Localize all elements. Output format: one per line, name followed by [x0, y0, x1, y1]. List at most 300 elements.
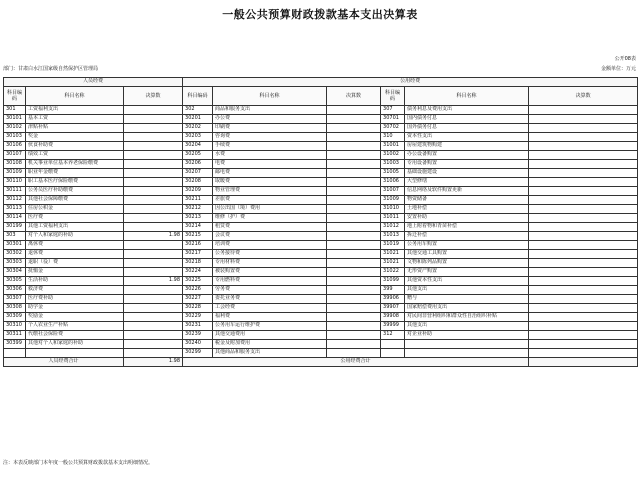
code-cell: 302: [183, 106, 213, 115]
amount-cell: [124, 196, 183, 205]
code-cell: 31021: [381, 250, 405, 259]
name-cell: 医疗费: [26, 214, 124, 223]
code-cell: 30224: [183, 268, 213, 277]
name-cell: 咨询费: [213, 133, 327, 142]
table-row: [4, 178, 638, 187]
amount-cell: [124, 250, 183, 259]
code-cell: 30309: [4, 313, 26, 322]
table-row: [4, 124, 638, 133]
name-cell: 对民间非营利组织和群众性自治组织补贴: [405, 313, 529, 322]
code-cell: 30111: [4, 187, 26, 196]
amount-cell: [124, 115, 183, 124]
footnote: 注：本表反映部门本年度一般公共预算财政拨款基本支出明细情况。: [3, 460, 154, 466]
amount-cell: [529, 232, 638, 241]
name-cell: 机关事业单位基本养老保险缴费: [26, 160, 124, 169]
code-cell: 30199: [4, 223, 26, 232]
code-cell: 30101: [4, 115, 26, 124]
header-amount: 决算数: [124, 87, 183, 106]
name-cell: 手续费: [213, 142, 327, 151]
code-cell: 39906: [381, 295, 405, 304]
amount-cell: [327, 313, 381, 322]
amount-cell: [327, 349, 381, 358]
amount-cell: [124, 124, 183, 133]
code-cell: 30207: [183, 169, 213, 178]
amount-cell: [124, 178, 183, 187]
name-cell: 土地补偿: [405, 205, 529, 214]
code-cell: 30112: [4, 196, 26, 205]
name-cell: 其他交通工具购置: [405, 250, 529, 259]
amount-cell: [124, 322, 183, 331]
name-cell: 培训费: [213, 241, 327, 250]
amount-cell: [327, 268, 381, 277]
amount-cell: [124, 313, 183, 322]
amount-cell: [124, 142, 183, 151]
amount-cell: [327, 205, 381, 214]
code-cell: 31021: [381, 259, 405, 268]
name-cell: 税金及附加费用: [213, 340, 327, 349]
amount-cell: [124, 187, 183, 196]
amount-cell: [327, 124, 381, 133]
code-cell: 30701: [381, 115, 405, 124]
amount-cell: [327, 304, 381, 313]
name-cell: 取暖费: [213, 178, 327, 187]
code-cell: 39908: [381, 313, 405, 322]
table-row: [4, 214, 638, 223]
public-total-value: [529, 358, 638, 367]
amount-cell: 1.98: [124, 277, 183, 286]
name-cell: 会议费: [213, 232, 327, 241]
personnel-total-label: 人员经费合计: [4, 358, 124, 367]
name-cell: 救济费: [26, 286, 124, 295]
name-cell: 其他社会保障缴费: [26, 196, 124, 205]
name-cell: 邮电费: [213, 169, 327, 178]
code-cell: 301: [4, 106, 26, 115]
amount-cell: [327, 133, 381, 142]
code-cell: 31003: [381, 160, 405, 169]
code-cell: 30228: [183, 304, 213, 313]
name-cell: 劳务费: [213, 286, 327, 295]
code-cell: 30308: [4, 304, 26, 313]
code-cell: 31013: [381, 232, 405, 241]
code-cell: 30306: [4, 286, 26, 295]
name-cell: 因公出国（境）费用: [213, 205, 327, 214]
code-cell: 30214: [183, 223, 213, 232]
table-row: [4, 304, 638, 313]
table-row: [4, 286, 638, 295]
amount-cell: [529, 259, 638, 268]
table-row: [4, 196, 638, 205]
table-row: [4, 277, 638, 286]
table-row: [4, 223, 638, 232]
code-cell: 30239: [183, 331, 213, 340]
expenditure-table: [3, 77, 638, 367]
public-total-label: 公用经费合计: [183, 358, 529, 367]
code-cell: 31005: [381, 169, 405, 178]
code-cell: 303: [4, 232, 26, 241]
name-cell: 伙食补助费: [26, 142, 124, 151]
amount-cell: [124, 214, 183, 223]
amount-cell: [124, 151, 183, 160]
name-cell: 退职（役）费: [26, 259, 124, 268]
name-cell: 被装购置费: [213, 268, 327, 277]
name-cell: 生活补助: [26, 277, 124, 286]
amount-cell: [529, 196, 638, 205]
code-cell: 30307: [4, 295, 26, 304]
table-row: [4, 142, 638, 151]
amount-cell: [327, 214, 381, 223]
code-cell: 30299: [183, 349, 213, 358]
amount-cell: [529, 268, 638, 277]
name-cell: 个人农业生产补贴: [26, 322, 124, 331]
name-cell: 物资储备: [405, 196, 529, 205]
name-cell: 助学金: [26, 304, 124, 313]
name-cell: 水费: [213, 151, 327, 160]
code-cell: 39999: [381, 322, 405, 331]
amount-cell: [529, 250, 638, 259]
amount-cell: [327, 115, 381, 124]
name-cell: 维修（护）费: [213, 214, 327, 223]
table-row: [4, 250, 638, 259]
table-row: [4, 151, 638, 160]
table-row: [4, 232, 638, 241]
section-header-row: [4, 78, 638, 87]
name-cell: 其他交通费用: [213, 331, 327, 340]
amount-cell: [124, 304, 183, 313]
amount-cell: [124, 106, 183, 115]
code-cell: 30217: [183, 250, 213, 259]
amount-cell: [529, 205, 638, 214]
name-cell: 房屋建筑物购建: [405, 142, 529, 151]
code-cell: 30204: [183, 142, 213, 151]
name-cell: 委托业务费: [213, 295, 327, 304]
table-row: [4, 295, 638, 304]
amount-cell: [529, 304, 638, 313]
column-header-row: [4, 87, 638, 106]
table-row: [4, 133, 638, 142]
code-cell: 30103: [4, 133, 26, 142]
amount-cell: [529, 331, 638, 340]
header-name: 科目名称: [213, 87, 327, 106]
code-cell: 307: [381, 106, 405, 115]
name-cell: 公务接待费: [213, 250, 327, 259]
amount-cell: [124, 349, 183, 358]
code-cell: 30201: [183, 115, 213, 124]
name-cell: 其他支出: [405, 286, 529, 295]
amount-cell: [529, 106, 638, 115]
code-cell: 31010: [381, 205, 405, 214]
amount-cell: [327, 241, 381, 250]
name-cell: 信息网络及软件购置更新: [405, 187, 529, 196]
code-cell: 30202: [183, 124, 213, 133]
name-cell: 国内债务付息: [405, 115, 529, 124]
code-cell: 30399: [4, 340, 26, 349]
name-cell: 对个人和家庭的补助: [26, 232, 124, 241]
name-cell: 地上附着物和青苗补偿: [405, 223, 529, 232]
amount-cell: [327, 286, 381, 295]
amount-cell: [529, 151, 638, 160]
name-cell: 租赁费: [213, 223, 327, 232]
code-cell: 31022: [381, 268, 405, 277]
personnel-total-value: 1.98: [124, 358, 183, 367]
code-cell: 30213: [183, 214, 213, 223]
name-cell: 抚恤金: [26, 268, 124, 277]
code-cell: [381, 340, 405, 349]
table-row: [4, 340, 638, 349]
code-cell: 30227: [183, 295, 213, 304]
amount-cell: [327, 232, 381, 241]
table-row: [4, 241, 638, 250]
name-cell: 工会经费: [213, 304, 327, 313]
name-cell: 电费: [213, 160, 327, 169]
amount-cell: [124, 205, 183, 214]
name-cell: 专用设备购置: [405, 160, 529, 169]
table-row: [4, 205, 638, 214]
header-code: 科目编码: [183, 87, 213, 106]
code-cell: [4, 349, 26, 358]
code-cell: 310: [381, 133, 405, 142]
code-cell: 30106: [4, 142, 26, 151]
code-cell: 30209: [183, 187, 213, 196]
unit-label: 金额单位：万元: [600, 66, 636, 72]
table-row: [4, 322, 638, 331]
name-cell: 资本性支出: [405, 133, 529, 142]
name-cell: 职业年金缴费: [26, 169, 124, 178]
name-cell: 专用燃料费: [213, 277, 327, 286]
code-cell: 31001: [381, 142, 405, 151]
amount-cell: [529, 295, 638, 304]
amount-cell: [529, 142, 638, 151]
table-row: [4, 313, 638, 322]
name-cell: 福利费: [213, 313, 327, 322]
amount-cell: [327, 259, 381, 268]
name-cell: 奖金: [26, 133, 124, 142]
code-cell: 30311: [4, 331, 26, 340]
name-cell: 基础设施建设: [405, 169, 529, 178]
code-cell: 39907: [381, 304, 405, 313]
personnel-section-title: 人员经费: [4, 78, 183, 87]
code-cell: [381, 349, 405, 358]
table-row: [4, 115, 638, 124]
code-cell: 30240: [183, 340, 213, 349]
name-cell: 商品和服务支出: [213, 106, 327, 115]
amount-cell: [529, 214, 638, 223]
code-cell: 31011: [381, 214, 405, 223]
code-cell: 30109: [4, 169, 26, 178]
amount-cell: [529, 313, 638, 322]
amount-cell: [529, 223, 638, 232]
header-name: 科目名称: [26, 87, 124, 106]
amount-cell: [327, 187, 381, 196]
code-cell: 30114: [4, 214, 26, 223]
name-cell: [405, 340, 529, 349]
name-cell: 其他支出: [405, 322, 529, 331]
code-cell: 30206: [183, 160, 213, 169]
header-code: 科目编码: [381, 87, 405, 106]
amount-cell: [124, 340, 183, 349]
name-cell: 公务员医疗补助缴费: [26, 187, 124, 196]
amount-cell: [529, 178, 638, 187]
amount-cell: [327, 250, 381, 259]
amount-cell: [529, 322, 638, 331]
amount-cell: [327, 331, 381, 340]
name-cell: 办公设备购置: [405, 151, 529, 160]
name-cell: 拆迁补偿: [405, 232, 529, 241]
table-row: [4, 187, 638, 196]
name-cell: 职工基本医疗保险缴费: [26, 178, 124, 187]
name-cell: 无形资产购置: [405, 268, 529, 277]
amount-cell: [327, 295, 381, 304]
name-cell: 离休费: [26, 241, 124, 250]
name-cell: 安置补助: [405, 214, 529, 223]
code-cell: 30218: [183, 259, 213, 268]
code-cell: 30302: [4, 250, 26, 259]
amount-cell: [529, 169, 638, 178]
name-cell: 其他商品和服务支出: [213, 349, 327, 358]
amount-cell: [124, 160, 183, 169]
amount-cell: [327, 196, 381, 205]
name-cell: 公务用车运行维护费: [213, 322, 327, 331]
name-cell: 奖励金: [26, 313, 124, 322]
amount-cell: [327, 322, 381, 331]
amount-cell: [529, 115, 638, 124]
name-cell: 住房公积金: [26, 205, 124, 214]
name-cell: 绩效工资: [26, 151, 124, 160]
name-cell: 物业管理费: [213, 187, 327, 196]
name-cell: [405, 349, 529, 358]
table-row: [4, 331, 638, 340]
name-cell: 国家赔偿费用支出: [405, 304, 529, 313]
code-cell: 30208: [183, 178, 213, 187]
amount-cell: [529, 160, 638, 169]
amount-cell: [529, 187, 638, 196]
code-cell: 30102: [4, 124, 26, 133]
name-cell: 其他工资福利支出: [26, 223, 124, 232]
code-cell: 30113: [4, 205, 26, 214]
amount-cell: [327, 106, 381, 115]
header-code: 科目编码: [4, 87, 26, 106]
table-row: [4, 259, 638, 268]
totals-row: [4, 358, 638, 367]
name-cell: 专用材料费: [213, 259, 327, 268]
code-cell: 30303: [4, 259, 26, 268]
amount-cell: 1.98: [124, 232, 183, 241]
amount-cell: [327, 223, 381, 232]
name-cell: 工资福利支出: [26, 106, 124, 115]
amount-cell: [529, 124, 638, 133]
code-cell: 31002: [381, 151, 405, 160]
name-cell: 差旅费: [213, 196, 327, 205]
amount-cell: [529, 241, 638, 250]
table-row: [4, 106, 638, 115]
header-amount: 决算数: [529, 87, 638, 106]
name-cell: 债务利息及费用支出: [405, 106, 529, 115]
amount-cell: [529, 277, 638, 286]
code-cell: 30305: [4, 277, 26, 286]
amount-cell: [124, 223, 183, 232]
name-cell: 医疗费补助: [26, 295, 124, 304]
name-cell: 退休费: [26, 250, 124, 259]
code-cell: 30216: [183, 241, 213, 250]
department-label: 部门：甘肃白水江国家级自然保护区管理局: [3, 66, 99, 72]
name-cell: 公务用车购置: [405, 241, 529, 250]
amount-cell: [529, 349, 638, 358]
amount-cell: [529, 340, 638, 349]
code-cell: 30203: [183, 133, 213, 142]
name-cell: 办公费: [213, 115, 327, 124]
amount-cell: [529, 133, 638, 142]
code-cell: 30226: [183, 286, 213, 295]
code-cell: 30211: [183, 196, 213, 205]
name-cell: 大型修缮: [405, 178, 529, 187]
public-section-title: 公用经费: [183, 78, 638, 87]
code-cell: 399: [381, 286, 405, 295]
code-cell: 31099: [381, 277, 405, 286]
code-cell: 31009: [381, 196, 405, 205]
table-row: [4, 268, 638, 277]
amount-cell: [327, 142, 381, 151]
amount-cell: [124, 259, 183, 268]
amount-cell: [327, 151, 381, 160]
code-cell: 30301: [4, 241, 26, 250]
name-cell: 津贴补贴: [26, 124, 124, 133]
amount-cell: [327, 178, 381, 187]
header-amount: 决算数: [327, 87, 381, 106]
code-cell: 31012: [381, 223, 405, 232]
code-cell: 30225: [183, 277, 213, 286]
table-row: [4, 169, 638, 178]
amount-cell: [327, 340, 381, 349]
code-cell: 31006: [381, 178, 405, 187]
code-cell: 312: [381, 331, 405, 340]
amount-cell: [327, 169, 381, 178]
code-cell: 30108: [4, 160, 26, 169]
amount-cell: [529, 286, 638, 295]
name-cell: 基本工资: [26, 115, 124, 124]
amount-cell: [124, 169, 183, 178]
amount-cell: [124, 286, 183, 295]
form-number: 公开08表: [614, 56, 636, 62]
code-cell: 30229: [183, 313, 213, 322]
name-cell: 其他资本性支出: [405, 277, 529, 286]
amount-cell: [327, 277, 381, 286]
code-cell: 30231: [183, 322, 213, 331]
name-cell: [26, 349, 124, 358]
code-cell: 30310: [4, 322, 26, 331]
amount-cell: [124, 331, 183, 340]
page-title: 一般公共预算财政拨款基本支出决算表: [222, 8, 418, 21]
name-cell: 文物和陈列品购置: [405, 259, 529, 268]
code-cell: 30212: [183, 205, 213, 214]
name-cell: 代缴社会保险费: [26, 331, 124, 340]
code-cell: 30107: [4, 151, 26, 160]
code-cell: 31019: [381, 241, 405, 250]
amount-cell: [124, 295, 183, 304]
table-row: [4, 349, 638, 358]
table-row: [4, 160, 638, 169]
amount-cell: [124, 241, 183, 250]
code-cell: 30702: [381, 124, 405, 133]
name-cell: 对企业补助: [405, 331, 529, 340]
name-cell: 其他对个人和家庭的补助: [26, 340, 124, 349]
code-cell: 30304: [4, 268, 26, 277]
amount-cell: [327, 160, 381, 169]
code-cell: 31007: [381, 187, 405, 196]
name-cell: 赠与: [405, 295, 529, 304]
name-cell: 印刷费: [213, 124, 327, 133]
amount-cell: [124, 133, 183, 142]
code-cell: 30215: [183, 232, 213, 241]
name-cell: 国外债务付息: [405, 124, 529, 133]
